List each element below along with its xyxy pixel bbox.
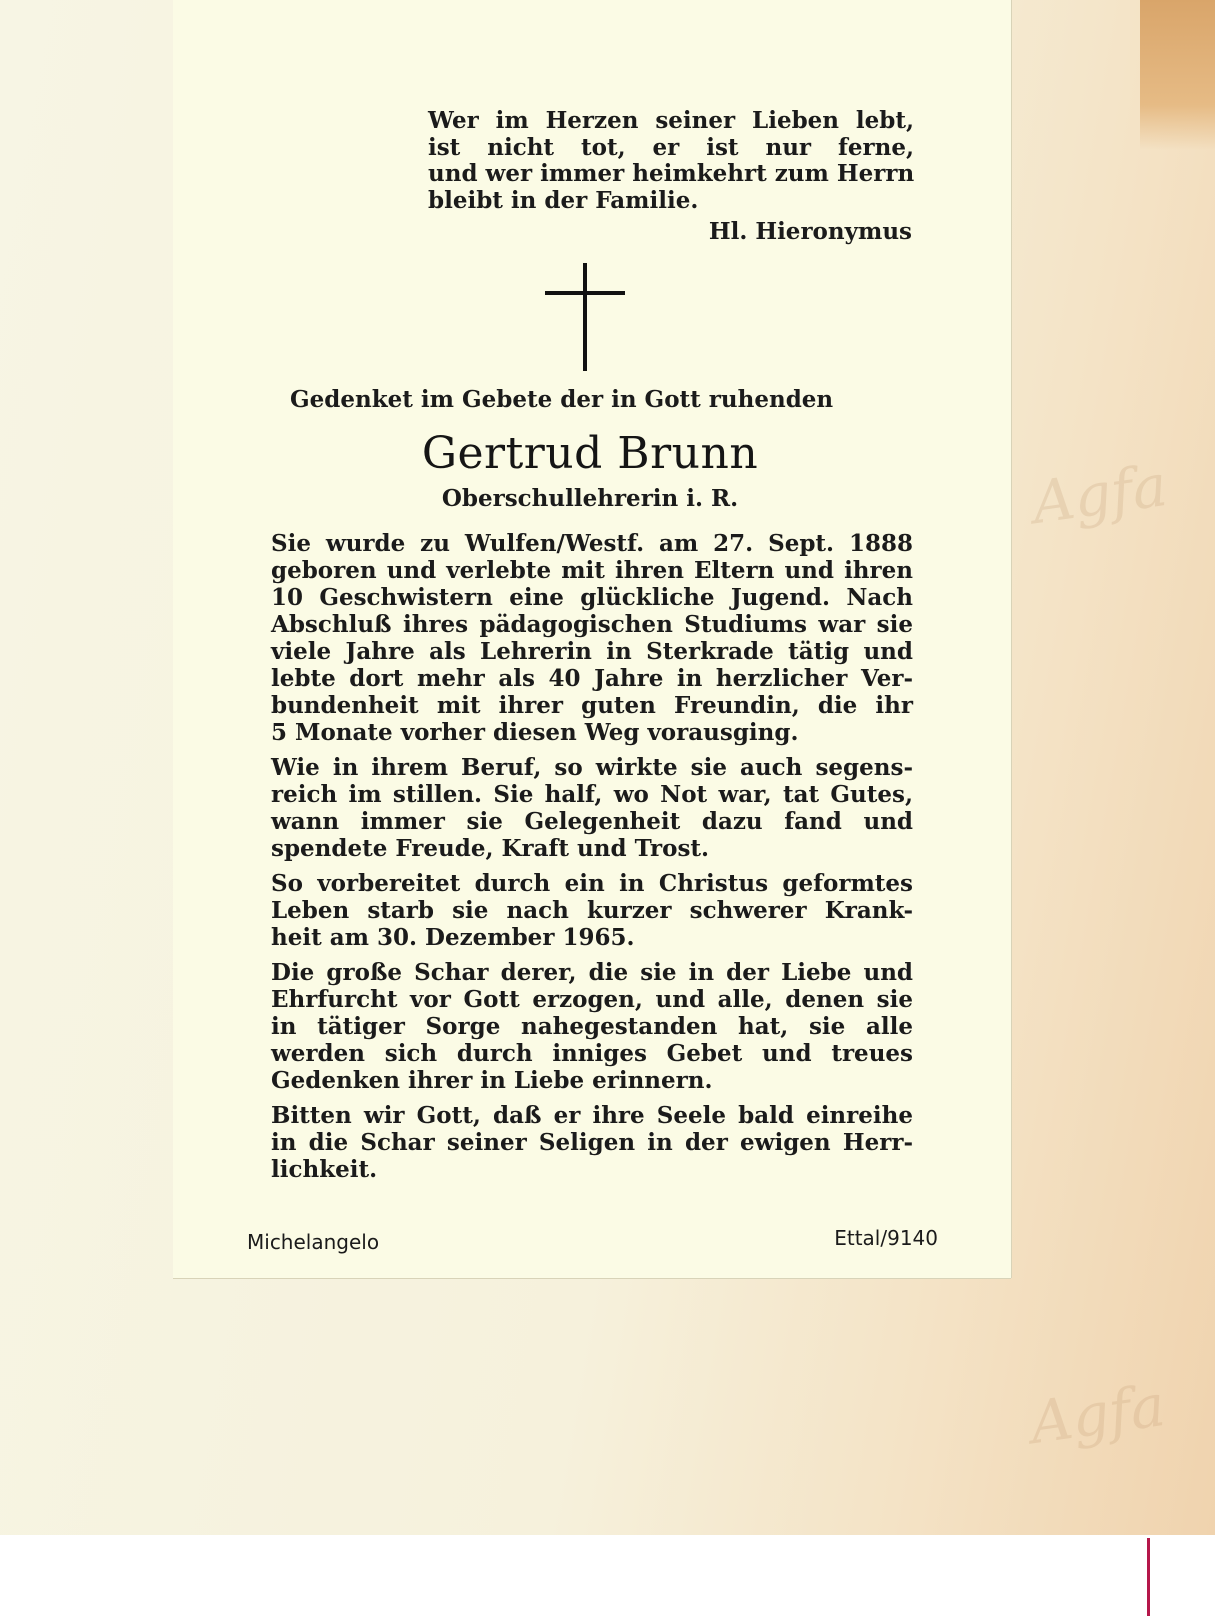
text-line: So vorbereitet durch ein in Christus geformtes [271,870,913,897]
intro-line: Gedenket im Gebete der in Gott ruhenden [290,386,834,413]
biography [271,530,913,1191]
cross-icon [545,263,625,371]
epigraph-line: und wer immer heimkehrt zum Herrn [428,160,915,187]
deceased-name: Gertrud Brunn [421,428,759,479]
text-line: werden sich durch inniges Gebet und treues [271,1040,913,1067]
agfa-watermark: Agfa [1025,1370,1170,1458]
biography-paragraph [271,870,913,951]
epigraph [428,108,914,214]
biography-paragraph [271,1102,913,1183]
paper-stain [1140,0,1215,150]
text-line: 5 Monate vorher diesen Weg vorausging. [271,719,799,746]
agfa-watermark: Agfa [1027,450,1172,538]
text-line: Ehrfurcht vor Gott erzogen, und alle, denen sie [271,986,913,1013]
text-line: in die Schar seiner Seligen in der ewigen Herr- [271,1129,913,1156]
text-line: Bitten wir Gott, daß er ihre Seele bald einreihe [271,1102,913,1129]
biography-paragraph [271,959,913,1094]
epigraph-line: bleibt in der Familie. [428,186,699,214]
text-line: Abschluß ihres pädagogischen Studiums war sie [271,611,913,638]
text-line: Die große Schar derer, die sie in der Liebe und [271,959,913,986]
text-line: Gedenken ihrer in Liebe erinnern. [271,1067,713,1094]
print-reference: Ettal/9140 [834,1226,938,1250]
text-line: Sie wurde zu Wulfen/Westf. am 27. Sept. 1888 [271,530,913,557]
deceased-title: Oberschullehrerin i. R. [441,485,739,512]
text-line: bundenheit mit ihrer guten Freundin, die ihr [271,692,913,719]
text-line: wann immer sie Gelegenheit dazu fand und [271,808,913,835]
image-credit: Michelangelo [247,1230,380,1254]
text-line: reich im stillen. Sie half, wo Not war, tat Gutes, [271,781,913,808]
text-line: in tätiger Sorge nahegestanden hat, sie alle [271,1013,913,1040]
biography-paragraph [271,754,913,862]
text-line: spendete Freude, Kraft und Trost. [271,835,710,862]
epigraph-attribution: Hl. Hieronymus [708,218,912,245]
text-line: lichkeit. [271,1156,378,1183]
margin-rule [1147,1538,1150,1616]
text-line: lebte dort mehr als 40 Jahre in herzlicher Ver- [271,665,913,692]
text-line: 10 Geschwistern eine glückliche Jugend. Nach [271,584,913,611]
text-line: heit am 30. Dezember 1965. [271,924,635,951]
biography-paragraph [271,530,913,746]
epigraph-line: Wer im Herzen seiner Lieben lebt, [428,107,914,134]
text-line: viele Jahre als Lehrerin in Sterkrade tätig und [271,638,913,665]
text-line: geboren und verlebte mit ihren Eltern und ihren [271,557,913,584]
text-line: Leben starb sie nach kurzer schwerer Krank- [271,897,913,924]
epigraph-line: ist nicht tot, er ist nur ferne, [428,133,914,161]
text-line: Wie in ihrem Beruf, so wirkte sie auch segens- [271,754,913,781]
